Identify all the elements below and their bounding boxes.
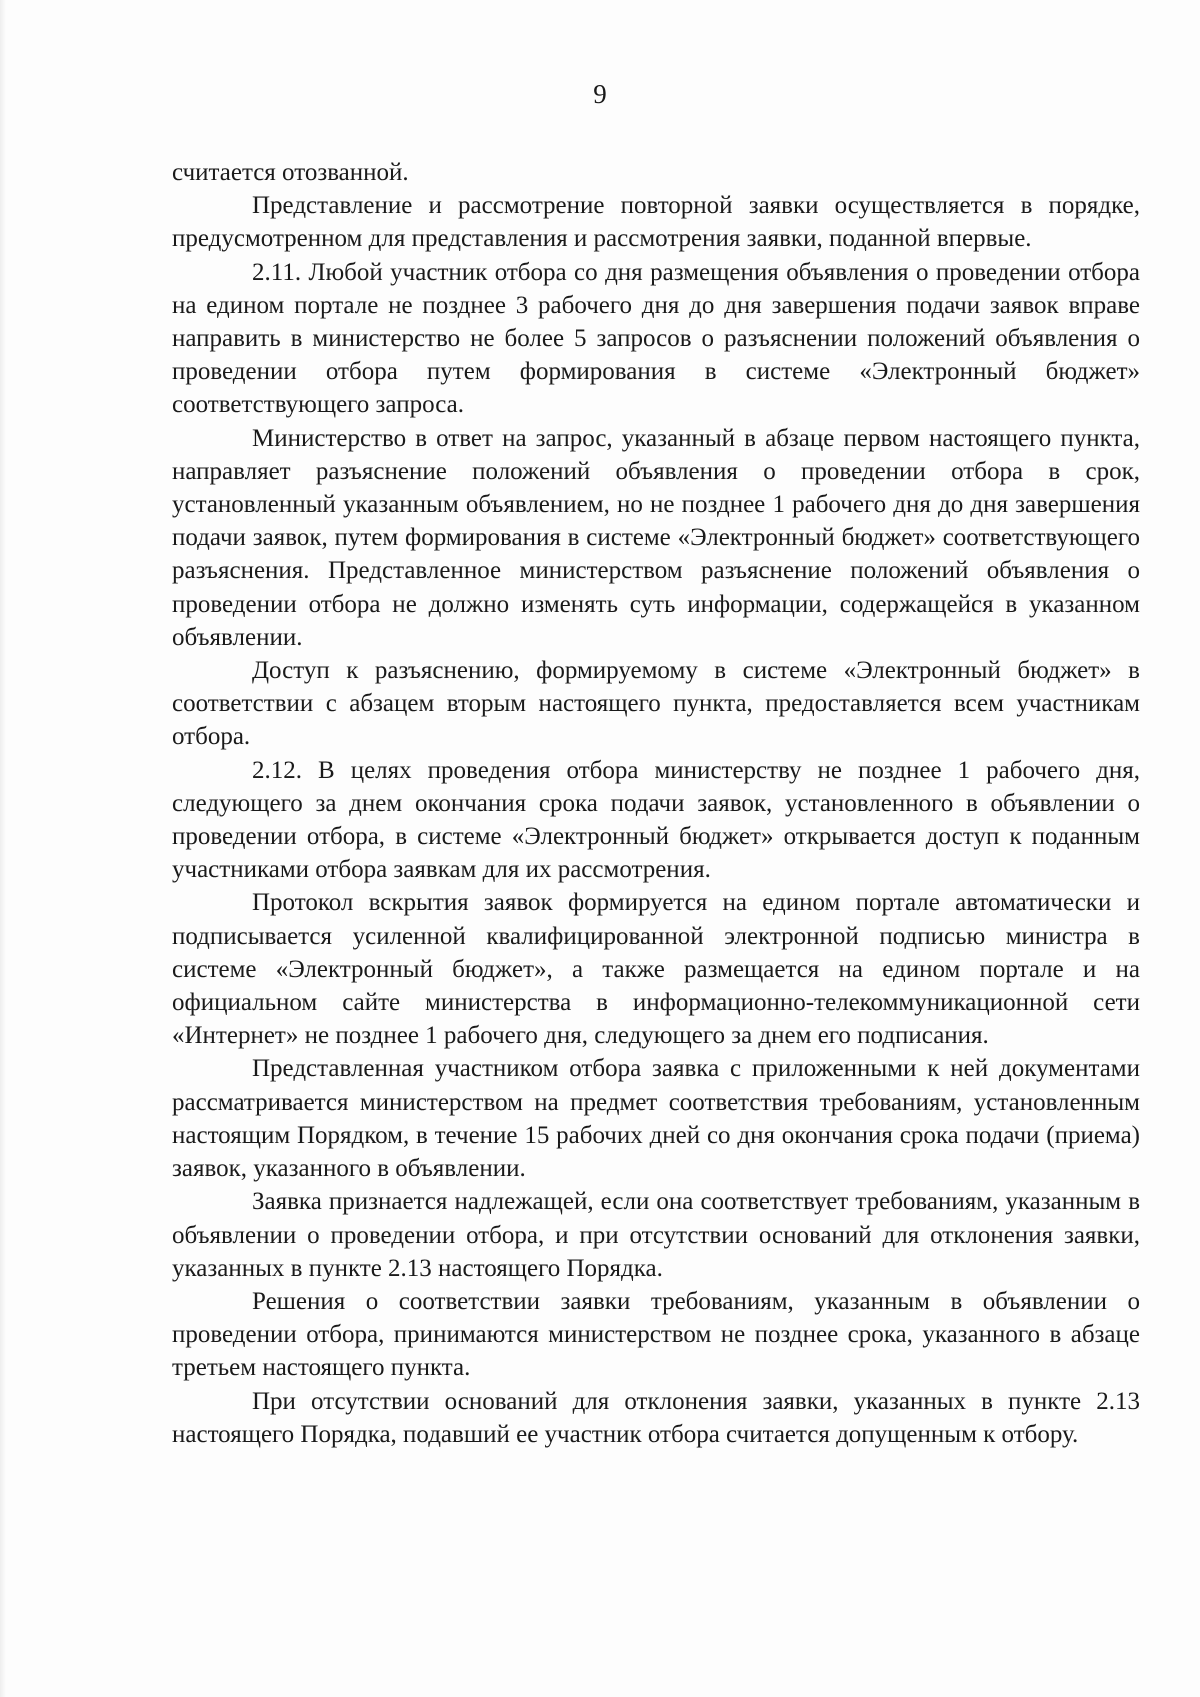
paragraph-compliance-decision: Решения о соответствии заявки требованиям, указанным в объявлении о проведении отбора, принимаются министерством не позднее срока, указанного в абзаце третьем настоящего пункта. — [172, 1287, 1140, 1382]
paragraph-repeat-application: Представление и рассмотрение повторной заявки осуществляется в порядке, предусмотренном для представления и рассмотрения заявки, поданной впервые. — [172, 192, 1140, 253]
paragraph-application-proper: Заявка признается надлежащей, если она соответствует требованиям, указанным в объявлении о проведении отбора, и при отсутствии оснований для отклонения заявки, указанных в пункте 2.13 настоящего Порядка. — [172, 1188, 1140, 1282]
paragraph-2-12: 2.12. В целях проведения отбора министерству не позднее 1 рабочего дня, следующего за днем окончания срока подачи заявок, установленного в объявлении о проведении отбора, в системе «Электронный бюджет» открывается доступ к поданным участниками отбора заявкам для их рассмотрения. — [172, 756, 1140, 884]
document-body — [172, 156, 1140, 1451]
paragraph-access-clarification: Доступ к разъяснению, формируемому в системе «Электронный бюджет» в соответствии с абзацем вторым настоящего пункта, предоставляется всем участникам отбора. — [172, 657, 1140, 751]
paragraph-ministry-response: Министерство в ответ на запрос, указанный в абзаце первом настоящего пункта, направляет разъяснение положений объявления о проведении отбора в срок, установленный указанным объявлением, но не позднее 1 рабочего дня до дня завершения подачи заявок, путем формирования в системе «Электронный бюджет» соответствующего разъяснения. Представленное министерством разъяснение положений объявления о проведении отбора не должно изменять суть информации, содержащейся в указанном объявлении. — [172, 424, 1140, 651]
paragraph-opening-protocol: Протокол вскрытия заявок формируется на едином портале автоматически и подписывается усиленной квалифицированной электронной подписью министра в системе «Электронный бюджет», а также размещается на едином портале и на официальном сайте министерства в информационно-телекоммуникационной сети «Интернет» не позднее 1 рабочего дня, следующего за днем его подписания. — [172, 889, 1140, 1050]
paragraph-admission: При отсутствии оснований для отклонения заявки, указанных в пункте 2.13 настоящего Порядка, подавший ее участник отбора считается допущенным к отбору. — [172, 1387, 1140, 1448]
page-number: 9 — [593, 79, 607, 109]
paragraph-continuation: считается отозванной. — [172, 159, 409, 186]
scan-edge-shadow — [0, 0, 6, 1697]
paragraph-application-review: Представленная участником отбора заявка с приложенными к ней документами рассматривается министерством на предмет соответствия требованиям, установленным настоящим Порядком, в течение 15 рабочих дней со дня окончания срока подачи (приема) заявок, указанного в объявлении. — [172, 1055, 1140, 1183]
paragraph-2-11: 2.11. Любой участник отбора со дня размещения объявления о проведении отбора на едином портале не позднее 3 рабочего дня до дня завершения подачи заявок вправе направить в министерство не более 5 запросов о разъяснении положений объявления о проведении отбора путем формирования в системе «Электронный бюджет» соответствующего запроса. — [172, 258, 1140, 419]
